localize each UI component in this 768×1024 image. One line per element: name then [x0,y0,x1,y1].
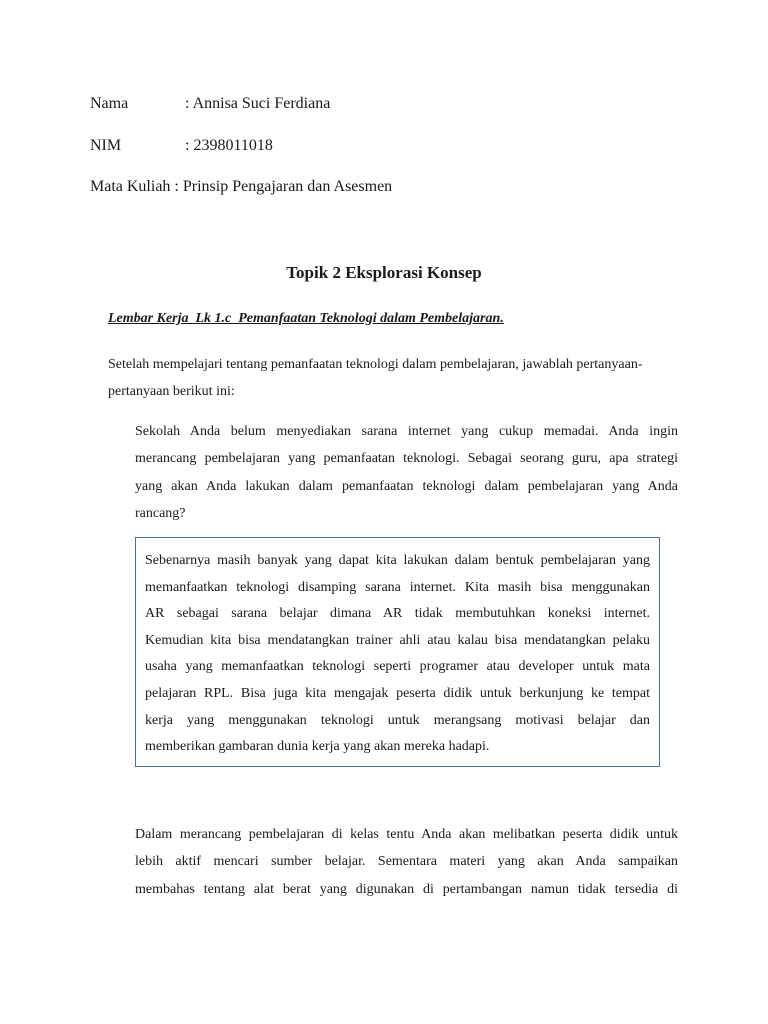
question-1-line: Sekolah Anda belum menyediakan sarana internet yang cukup memadai. Anda ingin [135,424,678,439]
worksheet-title: Lembar Kerja Lk 1.c Pemanfaatan Teknologi dalam Pembelajaran. [108,311,504,326]
intro-line: Setelah mempelajari tentang pemanfaatan teknologi dalam pembelajaran, jawablah pertanyaan- [108,357,643,372]
identity-name-row [90,94,331,114]
course-value: : Prinsip Pengajaran dan Asesmen [174,178,393,195]
answer-1-line: AR sebagai sarana belajar dimana AR tidak membutuhkan koneksi internet. [145,606,650,622]
name-value: : Annisa Suci Ferdiana [185,95,331,112]
question-1-line: merancang pembelajaran yang pemanfaatan teknologi. Sebagai seorang guru, apa strategi [135,451,678,467]
identity-nim-row [90,136,273,156]
identity-course-row [90,177,392,197]
answer-1-line: kerja yang menggunakan teknologi untuk merangsang motivasi belajar dan [145,712,650,728]
name-label: Nama [90,95,129,112]
nim-value: : 2398011018 [185,137,273,154]
intro-paragraph [108,351,680,405]
question-2 [135,821,678,903]
answer-1-line: Kemudian kita bisa mendatangkan trainer ahli atau kalau bisa mendatangkan pelaku [145,632,650,648]
answer-1-line: Sebenarnya masih banyak yang dapat kita lakukan dalam bentuk pembelajaran yang [145,553,650,568]
topic-title: Topik 2 Eksplorasi Konsep [286,263,482,282]
intro-line: pertanyaan berikut ini: [108,384,235,399]
question-1 [135,418,678,527]
answer-1-box [135,537,660,767]
answer-1-line: memberikan gambaran dunia kerja yang akan mereka hadapi. [145,739,490,755]
question-2-line: membahas tentang alat berat yang digunakan di pertambangan namun tidak tersedia di [135,881,678,897]
question-1-line: rancang? [135,505,186,521]
answer-1-line: usaha yang memanfaatkan teknologi seperti programer atau developer untuk mata [145,659,650,675]
answer-1-text [145,548,650,761]
course-label: Mata Kuliah [90,178,171,195]
question-2-line: lebih aktif mencari sumber belajar. Sementara materi yang akan Anda sampaikan [135,854,678,870]
question-2-line: Dalam merancang pembelajaran di kelas tentu Anda akan melibatkan peserta didik untuk [135,827,678,842]
answer-1-line: pelajaran RPL. Bisa juga kita mengajak peserta didik untuk berkunjung ke tempat [145,685,650,701]
question-1-line: yang akan Anda lakukan dalam pemanfaatan teknologi dalam pembelajaran yang Anda [135,478,678,494]
answer-1-line: memanfaatkan teknologi disamping sarana internet. Kita masih bisa menggunakan [145,579,650,595]
nim-label: NIM [90,137,122,154]
